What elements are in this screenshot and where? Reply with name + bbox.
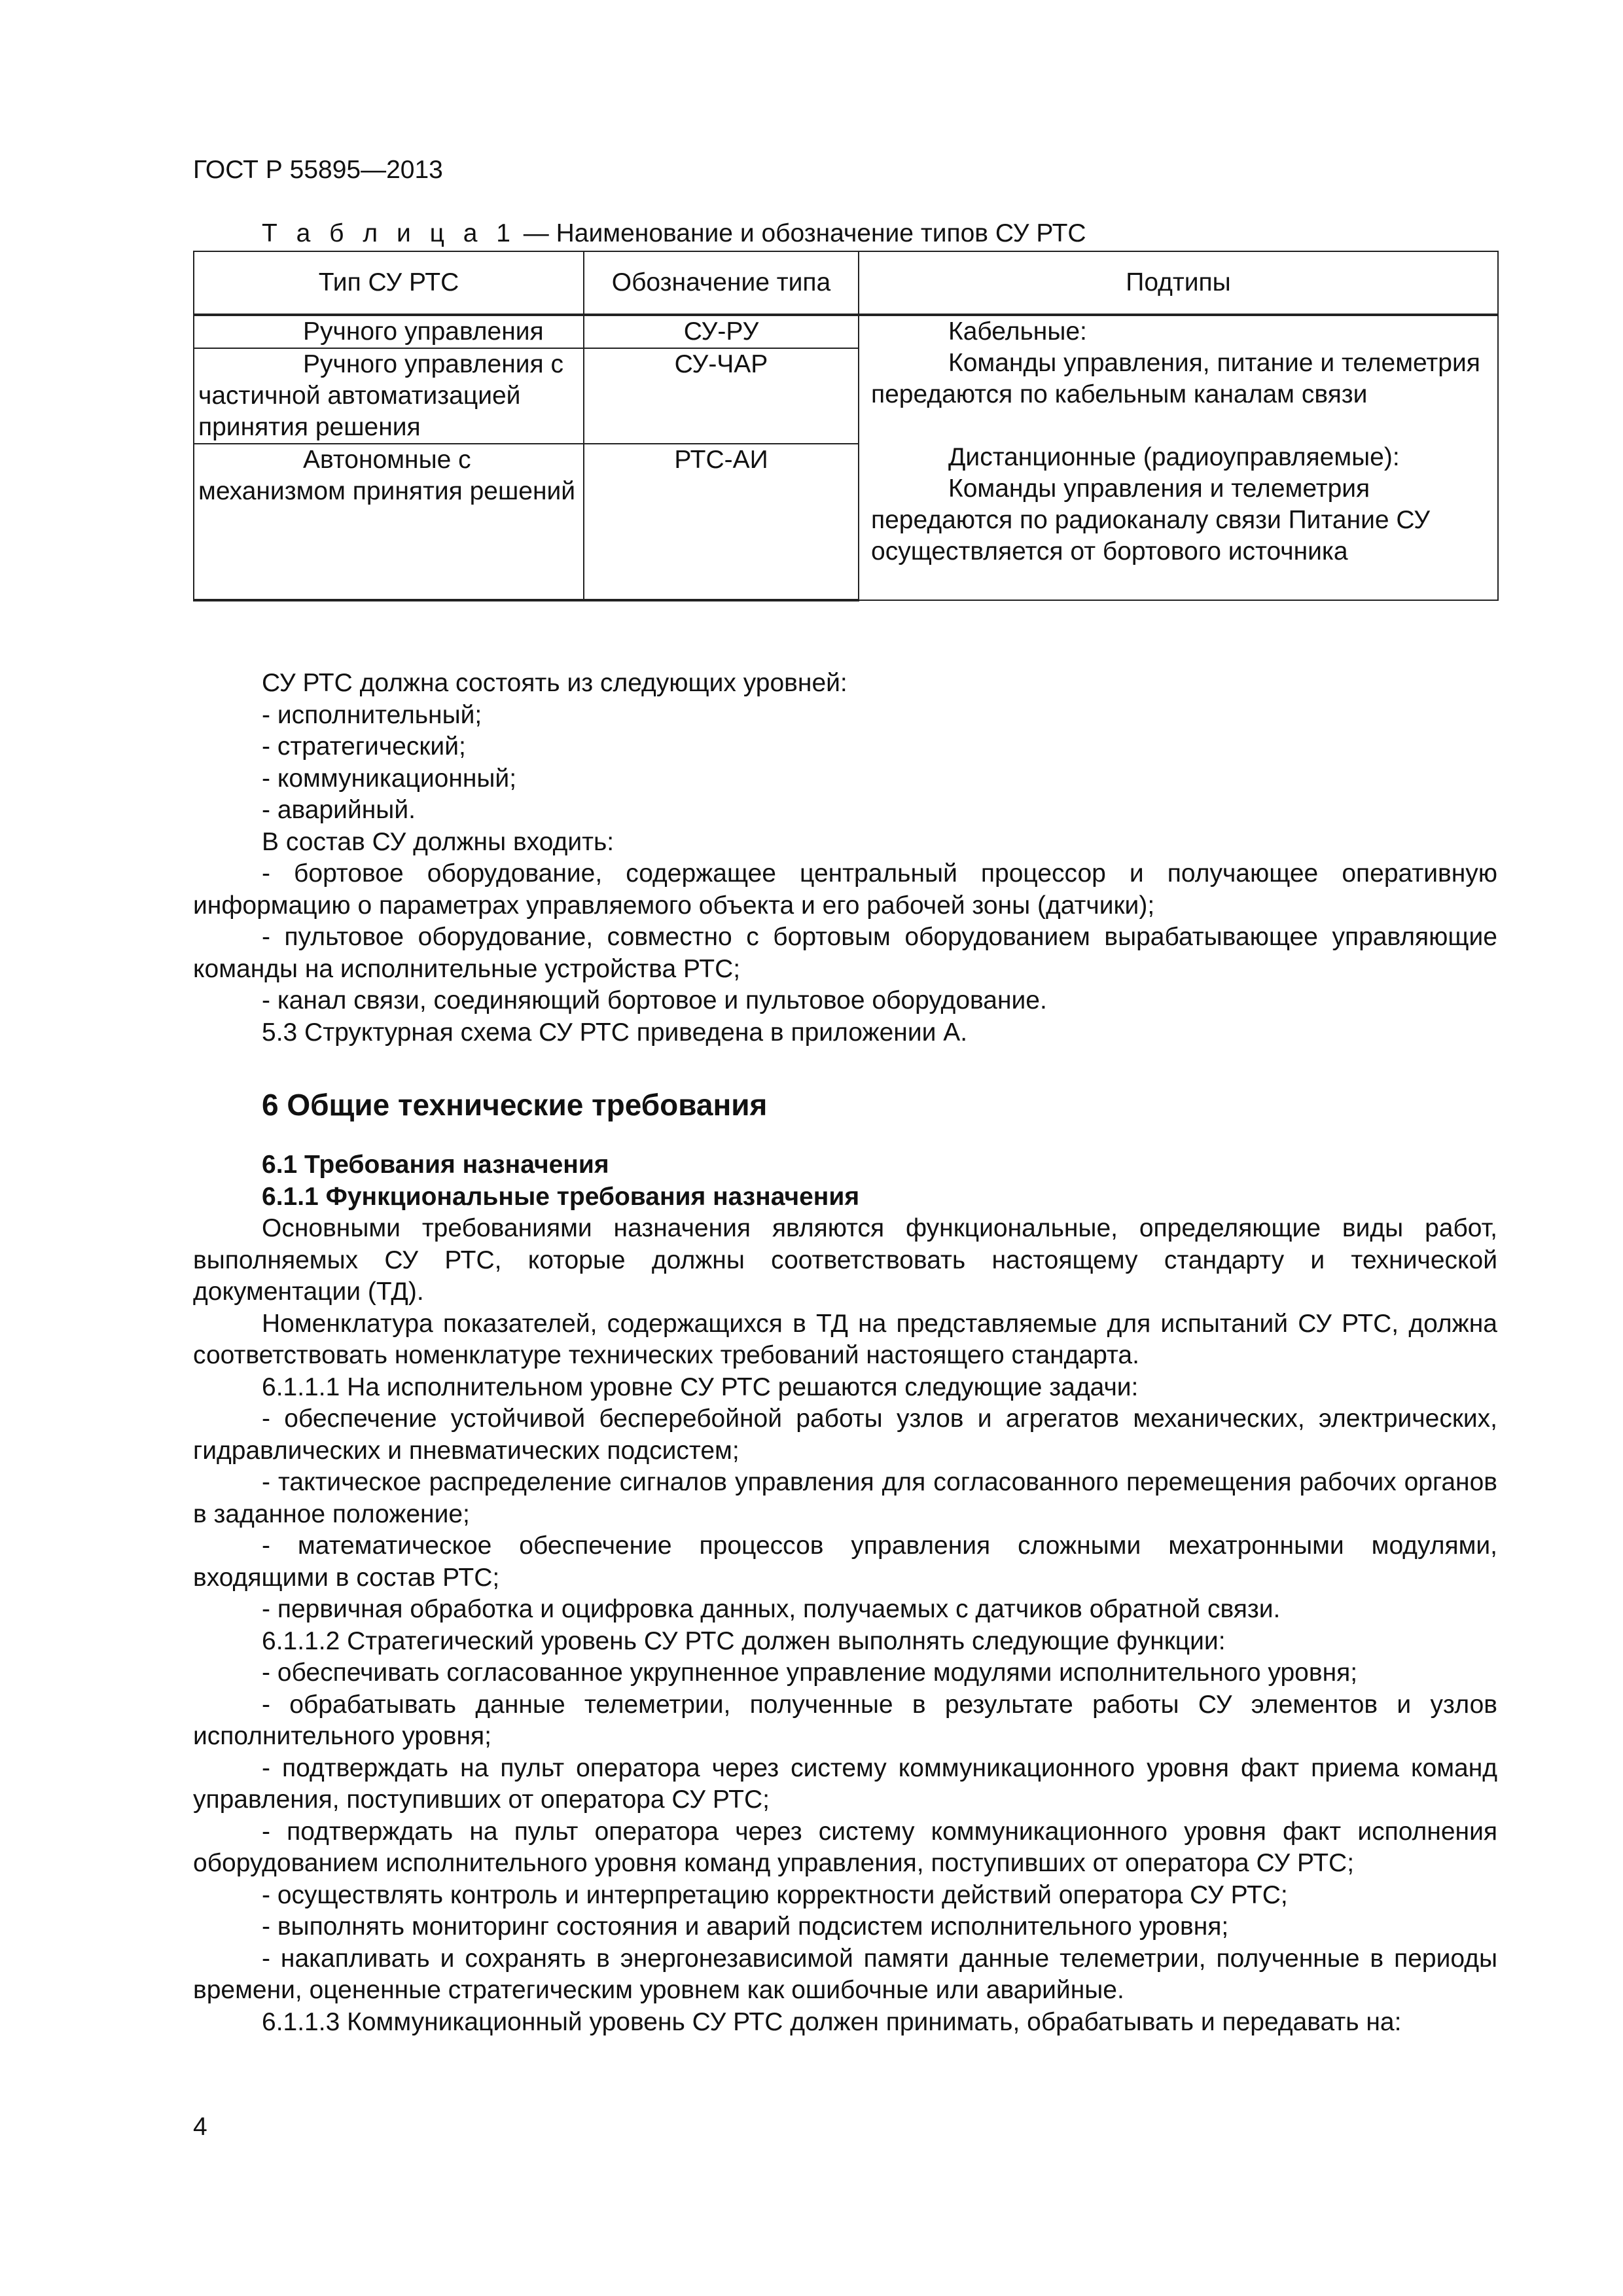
type-code: СУ-РУ: [584, 315, 859, 348]
column-header-code: Обозначение типа: [584, 251, 859, 315]
list-item: - обеспечивать согласованное укрупненное управление модулями исполнительного уровня;: [262, 1659, 1358, 1687]
subsection-heading: 6.1 Требования назначения: [262, 1151, 609, 1179]
list-item: - обеспечение устойчивой бесперебойной работы узлов и агрегатов механических, электрических, гидравлических и пневматических подсистем;: [193, 1405, 1497, 1465]
subtype-radio-text: Команды управления и телеметрия передаются по радиоканалу связи Питание СУ осуществляется от бортового источника: [871, 475, 1431, 565]
table-caption-label: Т а б л и ц а 1: [262, 219, 516, 247]
list-item: - накапливать и сохранять в энергонезависимой памяти данные телеметрии, полученные в периоды времени, оцененные стратегическим уровнем как ошибочные или аварийные.: [193, 1944, 1497, 2004]
list-item: - первичная обработка и оцифровка данных, получаемых с датчиков обратной связи.: [262, 1595, 1281, 1623]
type-code: РТС-АИ: [584, 444, 859, 600]
list-item: - подтверждать на пульт оператора через систему коммуникационного уровня факт приема команд управления, поступивших от оператора СУ РТС;: [193, 1753, 1497, 1814]
type-name: Автономные с механизмом принятия решений: [194, 444, 584, 600]
column-header-type: Тип СУ РТС: [194, 251, 584, 315]
subtypes-cell: [859, 315, 1498, 600]
list-item: - тактическое распределение сигналов управления для согласованного перемещения рабочих органов в заданное положение;: [193, 1468, 1497, 1528]
list-item: - канал связи, соединяющий бортовое и пультовое оборудование.: [262, 986, 1047, 1014]
list-item: - стратегический;: [262, 732, 466, 761]
types-table: [193, 251, 1499, 601]
subtype-cable-title: Кабельные:: [948, 317, 1087, 346]
list-item: - математическое обеспечение процессов управления сложными мехатронными модулями, входящими в состав РТС;: [193, 1532, 1497, 1592]
paragraph: 5.3 Структурная схема СУ РТС приведена в приложении А.: [262, 1018, 968, 1047]
paragraph: 6.1.1.1 На исполнительном уровне СУ РТС решаются следующие задачи:: [262, 1372, 1139, 1401]
type-name: Ручного управления: [194, 315, 584, 348]
type-name: Ручного управления с частичной автоматизацией принятия решения: [194, 348, 584, 444]
column-header-subtypes: Подтипы: [859, 251, 1498, 315]
paragraph: В состав СУ должны входить:: [262, 827, 615, 856]
table-row: [194, 315, 1498, 348]
subtype-cable-text: Команды управления, питание и телеметрия передаются по кабельным каналам связи: [871, 349, 1480, 408]
paragraph: 6.1.1.3 Коммуникационный уровень СУ РТС должен принимать, обрабатывать и передавать на:: [262, 2007, 1402, 2036]
subsection-heading: 6.1.1 Функциональные требования назначения: [262, 1182, 860, 1211]
list-item: - выполнять мониторинг состояния и аварий подсистем исполнительного уровня;: [262, 1912, 1229, 1941]
list-item: - исполнительный;: [262, 700, 482, 729]
body-text: [193, 668, 1497, 2038]
paragraph: Основными требованиями назначения являются функциональные, определяющие виды работ, выполняемых СУ РТС, которые должны соответствовать настоящему стандарту и технической документации (ТД).: [193, 1214, 1497, 1306]
section-heading: 6 Общие технические требования: [262, 1088, 768, 1122]
list-item: - пультовое оборудование, совместно с бортовым оборудованием вырабатывающее управляющие команды на исполнительные устройства РТС;: [193, 923, 1497, 983]
type-code: СУ-ЧАР: [584, 348, 859, 444]
list-item: - подтверждать на пульт оператора через систему коммуникационного уровня факт исполнения оборудованием исполнительного уровня команд управления, поступивших от оператора СУ РТС;: [193, 1817, 1497, 1877]
list-item: - осуществлять контроль и интерпретацию корректности действий оператора СУ РТС;: [262, 1880, 1288, 1909]
list-item: - бортовое оборудование, содержащее центральный процессор и получающее оперативную информацию о параметрах управляемого объекта и его рабочей зоны (датчики);: [193, 859, 1497, 920]
table-header-row: [194, 251, 1498, 315]
table-caption: [262, 218, 1086, 249]
paragraph: СУ РТС должна состоять из следующих уровней:: [262, 669, 847, 697]
paragraph: Номенклатура показателей, содержащихся в ТД на представляемые для испытаний СУ РТС, должна соответствовать номенклатуре технических требований настоящего стандарта.: [193, 1309, 1497, 1369]
document-header: ГОСТ Р 55895—2013: [193, 156, 443, 184]
subtype-radio-title: Дистанционные (радиоуправляемые):: [948, 443, 1400, 471]
page-number: 4: [193, 2113, 207, 2141]
table-caption-text: — Наименование и обозначение типов СУ РТС: [516, 219, 1086, 247]
list-item: - аварийный.: [262, 796, 416, 824]
paragraph: 6.1.1.2 Стратегический уровень СУ РТС должен выполнять следующие функции:: [262, 1626, 1226, 1655]
list-item: - обрабатывать данные телеметрии, полученные в результате работы СУ элементов и узлов исполнительного уровня;: [193, 1690, 1497, 1750]
list-item: - коммуникационный;: [262, 764, 517, 793]
